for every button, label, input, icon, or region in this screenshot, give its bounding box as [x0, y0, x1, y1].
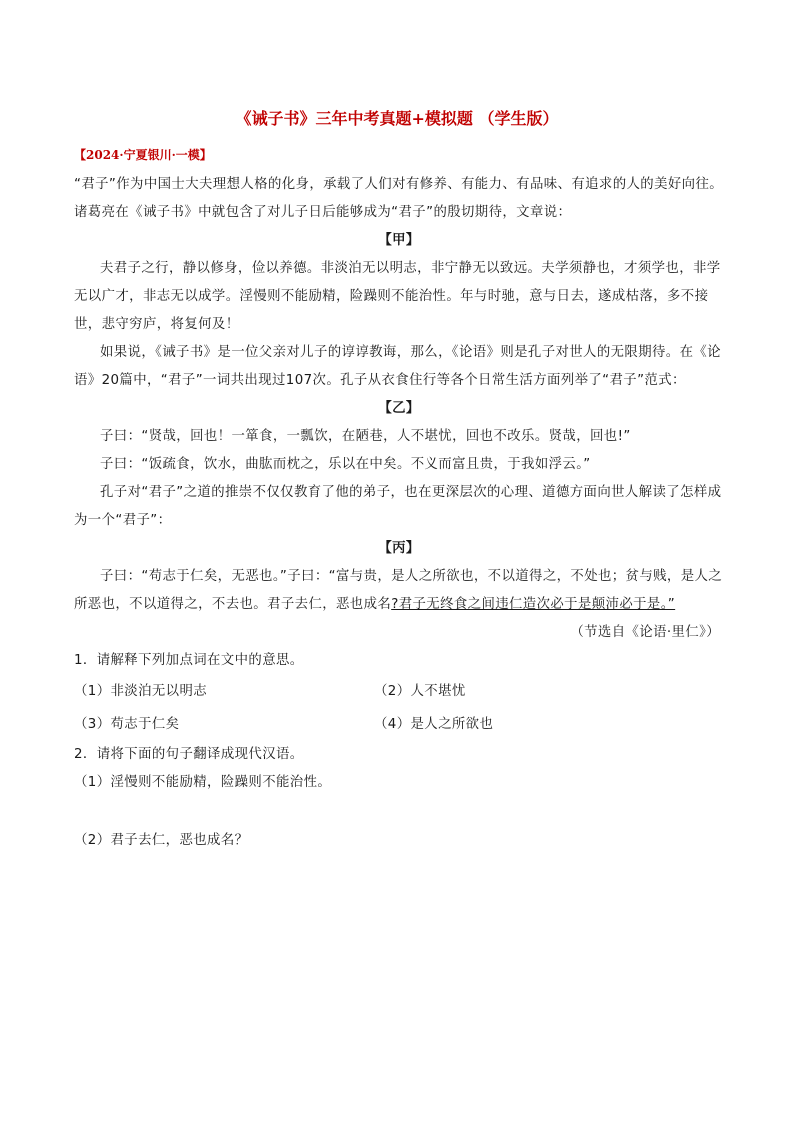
answer-space [74, 797, 724, 827]
source-citation: （节选自《论语·里仁》） [570, 625, 720, 640]
document-body [74, 171, 724, 855]
section-yi-line-2: 子曰：“饭疏食，饮水，曲肱而枕之，乐以在中矣。不义而富且贵，于我如浮云。” [100, 457, 591, 472]
question-1-row-1 [74, 675, 724, 708]
section-bing-heading: 【丙】 [378, 541, 420, 556]
source-tag: 【2024·宁夏银川·一模】 [74, 148, 212, 162]
section-bing-underlined: ?君子无终食之间违仁造次必于是颠沛必于是。” [391, 597, 676, 612]
page-title: 《诫子书》三年中考真题+模拟题 （学生版） [235, 109, 559, 128]
intro-paragraph: “君子”作为中国士大夫理想人格的化身，承载了人们对有修养、有能力、有品味、有追求的人的美好向往。诸葛亮在《诫子书》中就包含了对儿子日后能够成为“君子”的殷切期待，文章说： [74, 177, 724, 220]
question-1-row-2 [74, 708, 724, 741]
section-jia-text: 夫君子之行，静以修身，俭以养德。非淡泊无以明志，非宁静无以致远。夫学须静也，才须学也，非学无以广才，非志无以成学。淫慢则不能励精，险躁则不能治性。年与时驰，意与日去，遂成枯落，多不接世，悲守穷庐，将复何及！ [74, 261, 721, 332]
bridge-paragraph-2: 孔子对“君子”之道的推崇不仅仅教育了他的弟子，也在更深层次的心理、道德方面向世人解读了怎样成为一个“君子”： [74, 485, 722, 528]
section-jia-heading: 【甲】 [378, 233, 420, 248]
section-yi-heading: 【乙】 [378, 401, 420, 416]
question-2-item: （1）淫慢则不能励精，险躁则不能治性。 [74, 775, 332, 790]
section-yi-line-1: 子曰：“贤哉，回也！一箪食，一瓢饮，在陋巷，人不堪忧，回也不改乐。贤哉，回也!” [100, 429, 631, 444]
question-1-item: （1）非淡泊无以明志 [74, 684, 208, 699]
question-2-prompt: 2．请将下面的句子翻译成现代汉语。 [74, 747, 304, 762]
section-bing-plain: 子曰：“苟志于仁矣，无恶也。”子曰：“富与贵，是人之所欲也，不以道得之，不处也；贫与贱，是人之所恶也，不以道得之，不去也。君子去仁，恶也成名 [74, 569, 723, 612]
question-2-item: （2）君子去仁，恶也成名？ [74, 833, 249, 848]
question-1-prompt: 1．请解释下列加点词在文中的意思。 [74, 653, 304, 668]
section-bing-text [74, 563, 724, 619]
question-1-item: （2）人不堪忧 [374, 684, 466, 699]
bridge-paragraph-1: 如果说，《诫子书》是一位父亲对儿子的谆谆教诲，那么，《论语》则是孔子对世人的无限期待。在《论语》20篇中，“君子”一词共出现过107次。孔子从衣食住行等各个日常生活方面列举了“君子”范式： [74, 345, 721, 388]
question-1-item: （4）是人之所欲也 [374, 717, 494, 732]
question-1-item: （3）苟志于仁矣 [74, 717, 180, 732]
